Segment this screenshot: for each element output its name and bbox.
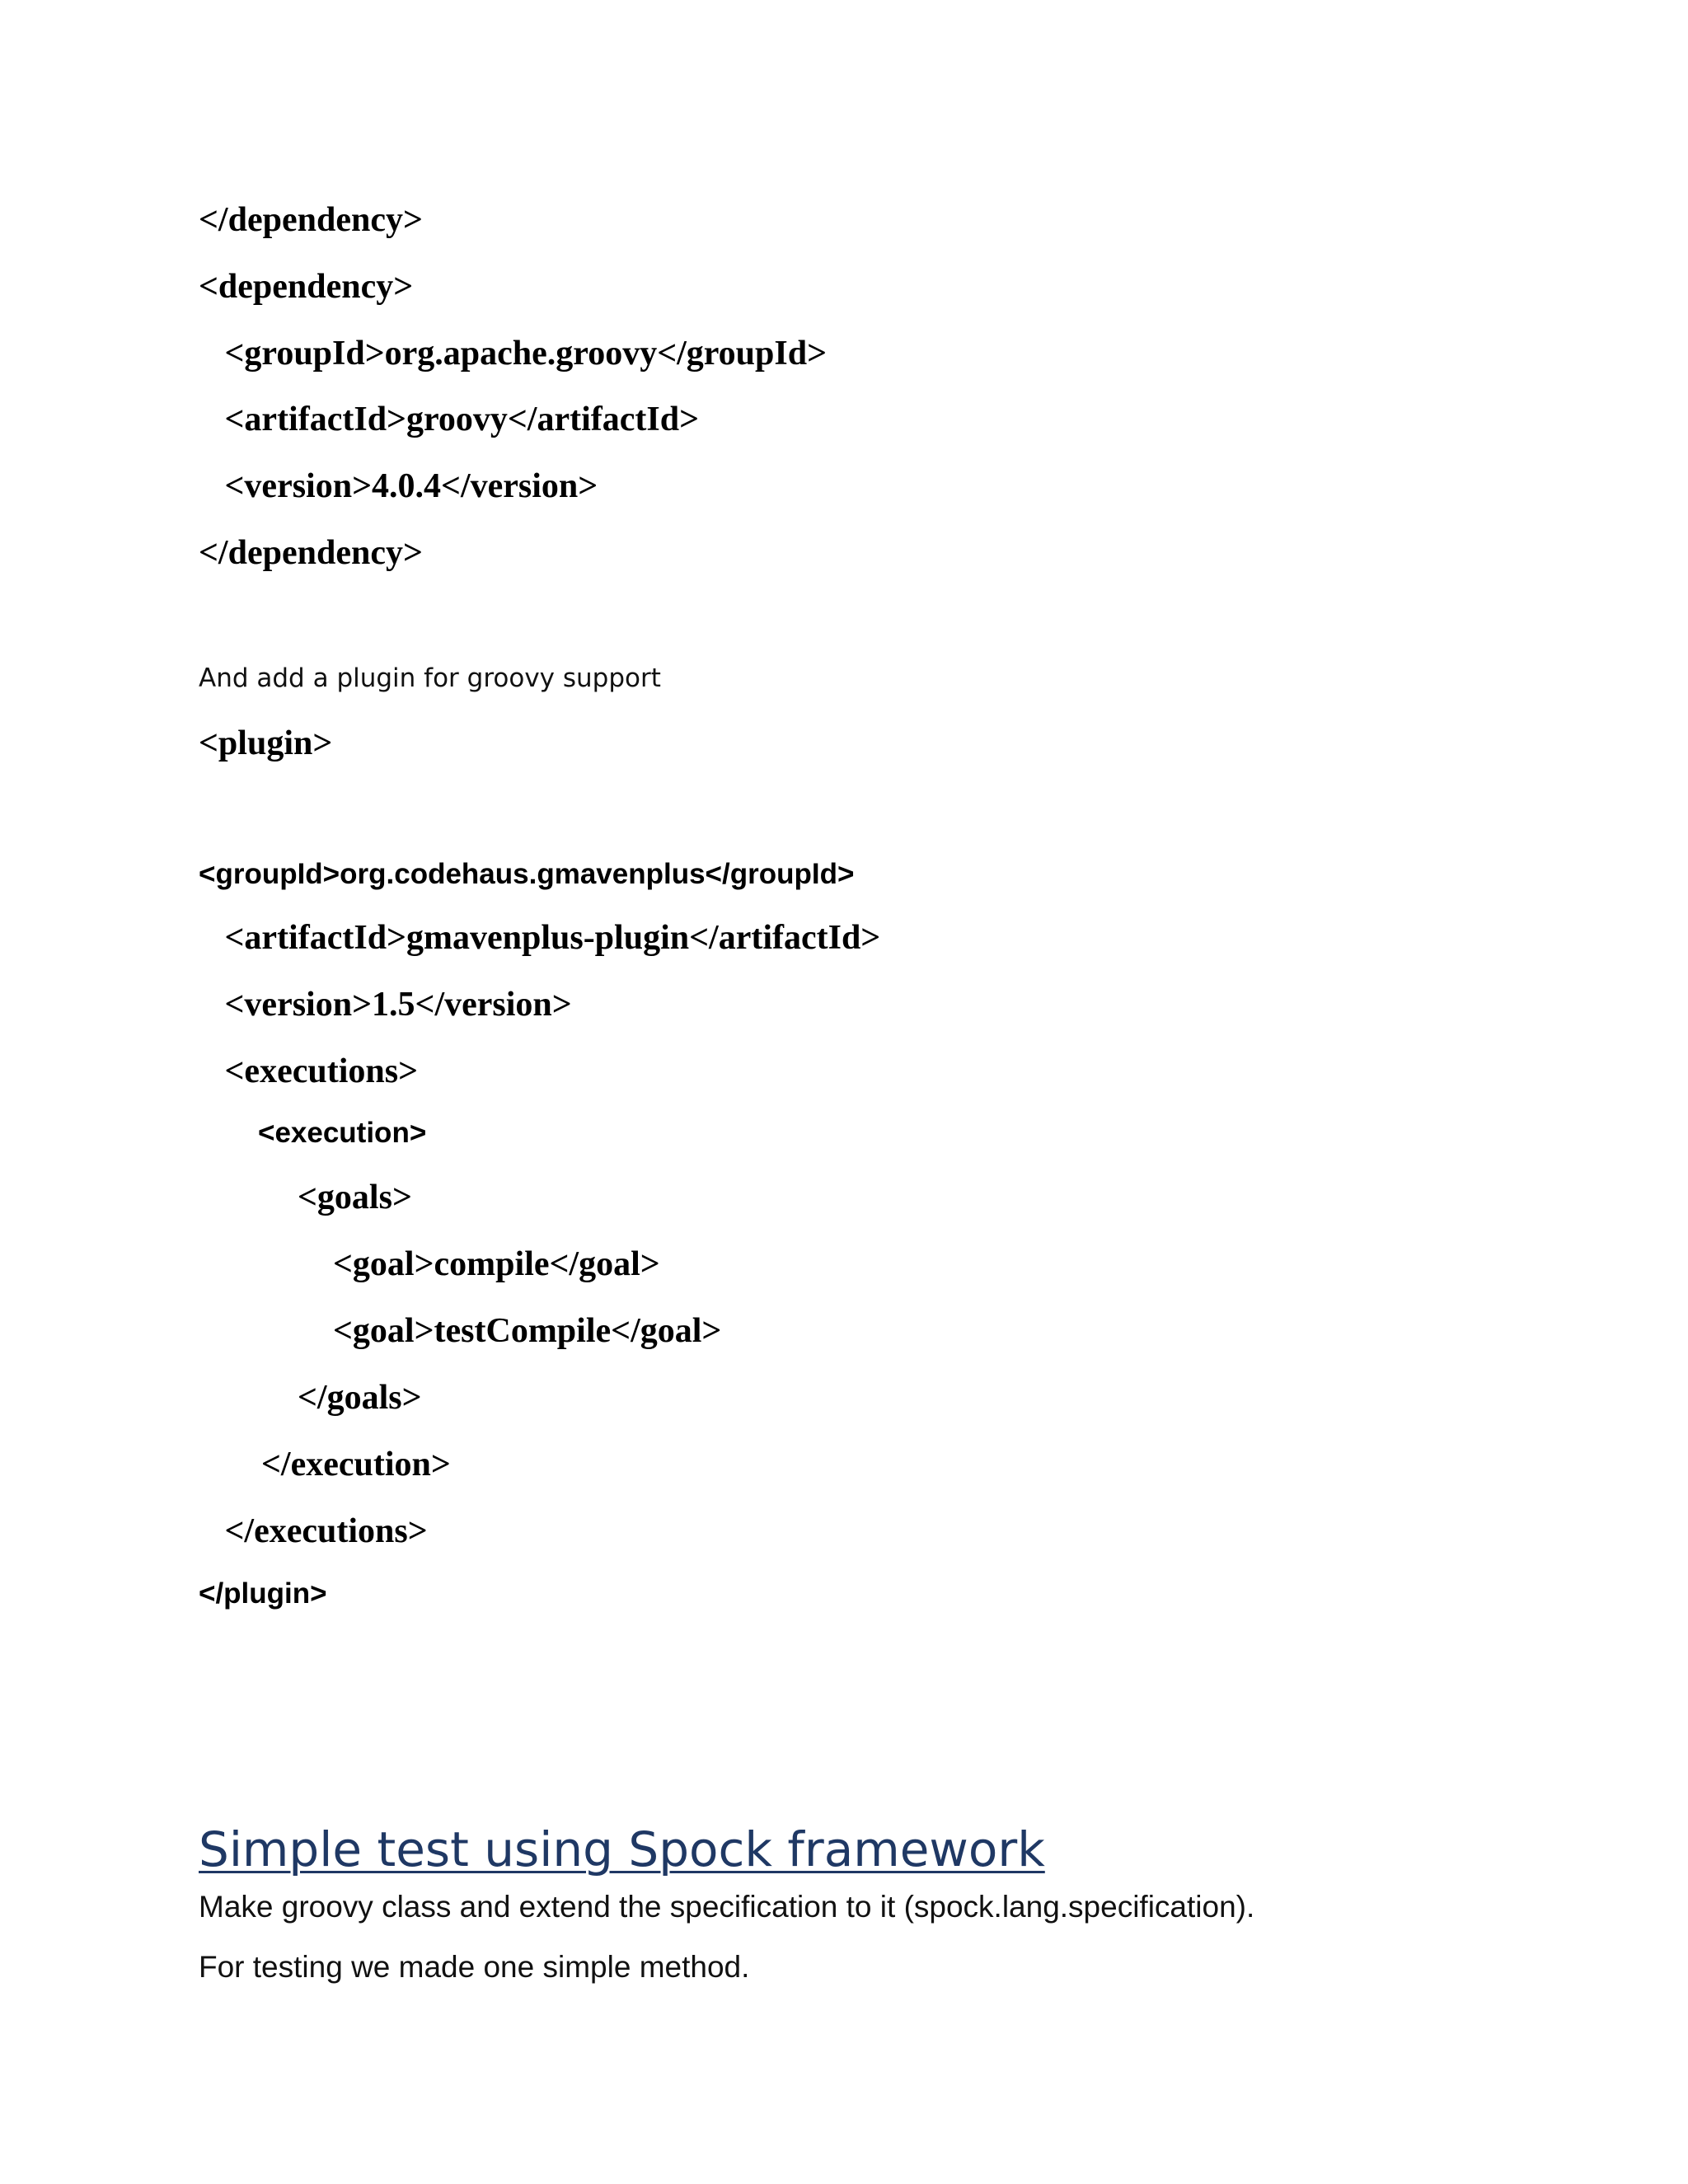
code-line-plugin-open: <plugin>: [199, 724, 333, 762]
code-line-artifact-id: <artifactId>groovy</artifactId>: [199, 401, 700, 438]
code-line-dependency-close-2: </dependency>: [199, 534, 423, 572]
paragraph-text: Make groovy class and extend the specification to it (spock.lang.specification).: [199, 1890, 1255, 1924]
section-heading: Simple test using Spock framework: [199, 1821, 1045, 1877]
paragraph-text-2: For testing we made one simple method.: [199, 1950, 750, 1984]
code-line-execution-close: </execution>: [261, 1446, 451, 1483]
code-line-plugin-artifact-id: <artifactId>gmavenplus-plugin</artifactId>: [199, 919, 881, 957]
code-line-dependency-open: <dependency>: [199, 268, 414, 306]
code-line-plugin-version: <version>1.5</version>: [199, 986, 572, 1024]
code-line-executions-open: <executions>: [199, 1052, 419, 1090]
code-line-group-id: <groupId>org.apache.groovy</groupId>: [199, 335, 828, 373]
code-line-version: <version>4.0.4</version>: [199, 467, 598, 505]
code-line-goal-test-compile: <goal>testCompile</goal>: [333, 1312, 722, 1350]
code-line-plugin-group-id: <groupId>org.codehaus.gmavenplus</groupId>: [199, 858, 855, 890]
code-line-plugin-close: </plugin>: [199, 1577, 327, 1610]
code-line-executions-close: </executions>: [199, 1512, 428, 1550]
plugin-intro-text: And add a plugin for groovy support: [199, 663, 661, 693]
code-line-goals-open: <goals>: [298, 1179, 412, 1216]
code-line-dependency-close: </dependency>: [199, 201, 423, 239]
code-line-goals-close: </goals>: [298, 1379, 422, 1417]
code-line-goal-compile: <goal>compile</goal>: [333, 1245, 660, 1283]
code-line-execution-open: <execution>: [258, 1117, 427, 1149]
